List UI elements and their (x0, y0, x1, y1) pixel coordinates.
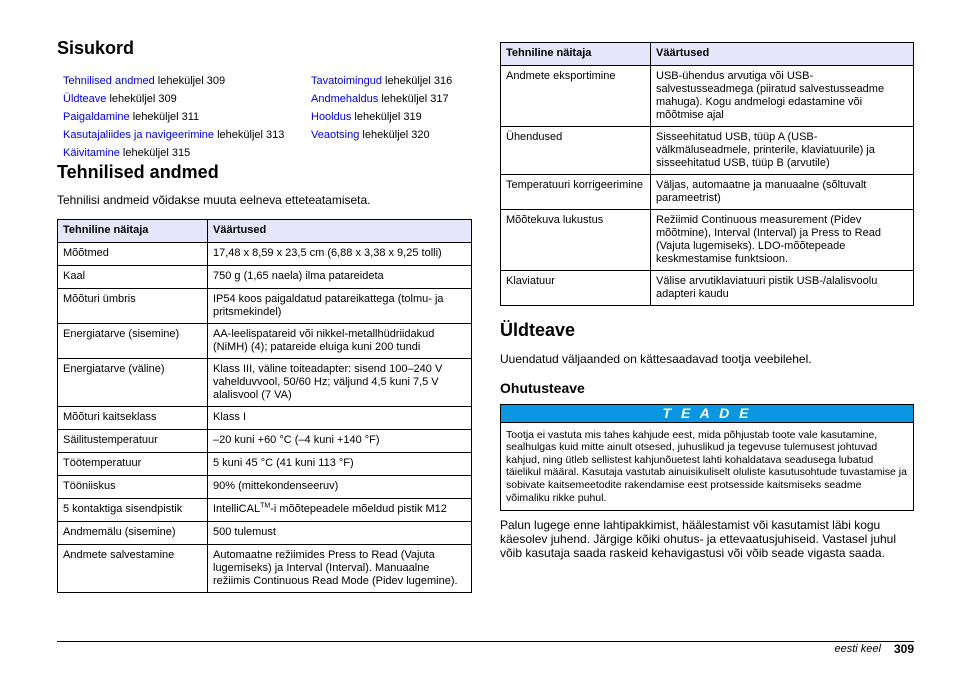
value-cell: 5 kuni 45 °C (41 kuni 113 °F) (208, 453, 472, 476)
spec-cell: Andmete salvestamine (58, 545, 208, 593)
table-row (58, 289, 472, 324)
toc-item (63, 126, 284, 144)
spec-cell: Mõõturi kaitseklass (58, 407, 208, 430)
spec-cell: 5 kontaktiga sisendpistik (58, 499, 208, 522)
table-row (501, 127, 914, 175)
toc-item (311, 90, 452, 108)
table-row (58, 324, 472, 359)
spec-cell: Andmemälu (sisemine) (58, 522, 208, 545)
table-row (58, 545, 472, 593)
spec-cell: Temperatuuri korrigeerimine (501, 175, 651, 210)
toc-link[interactable]: Andmehaldus (311, 92, 379, 105)
table-row (501, 271, 914, 306)
notice-box (500, 404, 914, 512)
safety-section-title: Ohutusteave (500, 379, 585, 396)
toc-page-ref: leheküljel 315 (119, 146, 191, 159)
table-row (58, 430, 472, 453)
value-cell: 750 g (1,65 naela) ilma patareideta (208, 266, 472, 289)
table-header-row (501, 43, 914, 66)
column-header-value: Väärtused (651, 43, 914, 66)
toc-page-ref: leheküljel 313 (214, 128, 285, 141)
trademark-mark: TM (260, 502, 271, 510)
spec-table-continued (500, 42, 914, 306)
toc-item (63, 144, 284, 162)
value-text: -i mõõtepeadele mõeldud pistik M12 (270, 503, 447, 516)
toc (57, 72, 472, 162)
column-header-spec: Tehniline näitaja (501, 43, 651, 66)
column-header-spec: Tehniline näitaja (58, 220, 208, 243)
toc-item (63, 90, 284, 108)
toc-page-ref: leheküljel 319 (351, 110, 422, 123)
toc-link[interactable]: Käivitamine (63, 146, 120, 159)
spec-cell: Klaviatuur (501, 271, 651, 306)
spec-cell: Kaal (58, 266, 208, 289)
toc-link[interactable]: Üldteave (63, 92, 107, 105)
value-cell: Automaatne režiimides Press to Read (Vajuta lugemiseks) ja Interval (Interval). Manuaalne režiimis Continuous Read Mode (Pidev lugemine). (208, 545, 472, 593)
toc-link[interactable]: Veaotsing (311, 128, 360, 141)
value-cell: –20 kuni +60 °C (–4 kuni +140 °F) (208, 430, 472, 453)
spec-table (57, 219, 472, 593)
footer-language: eesti keel (834, 643, 881, 655)
table-row (58, 266, 472, 289)
toc-link[interactable]: Kasutajaliides ja navigeerimine (63, 128, 215, 141)
table-row (58, 476, 472, 499)
table-row (58, 453, 472, 476)
toc-page-ref: leheküljel 309 (154, 74, 226, 87)
table-row (58, 407, 472, 430)
toc-page-ref: leheküljel 316 (381, 74, 453, 87)
value-cell: IP54 koos paigaldatud patareikattega (tolmu- ja pritsmekindel) (208, 289, 472, 324)
tech-section-title: Tehnilised andmed (57, 161, 219, 182)
toc-link[interactable]: Tavatoimingud (311, 74, 382, 87)
toc-item (311, 72, 452, 90)
general-section-title: Üldteave (500, 320, 576, 340)
toc-link[interactable]: Hooldus (311, 110, 352, 123)
spec-cell: Mõõturi ümbris (58, 289, 208, 324)
spec-cell: Mõõtmed (58, 243, 208, 266)
value-text: IntelliCAL (213, 503, 261, 516)
table-row (501, 66, 914, 127)
table-row (58, 359, 472, 407)
right-column (500, 42, 914, 572)
value-cell: AA-leelispatareid või nikkel-metallhüdriidakud (NiMH) (4); patareide eluiga kuni 200 tundi (208, 324, 472, 359)
value-cell: Klass I (208, 407, 472, 430)
spec-cell: Energiatarve (sisemine) (58, 324, 208, 359)
spec-cell: Tööniiskus (58, 476, 208, 499)
general-text: Uuendatud väljaanded on kättesaadavad tootja veebilehel. (500, 351, 812, 366)
value-cell (208, 499, 472, 522)
toc-item (63, 108, 284, 126)
toc-item (63, 72, 284, 90)
spec-cell: Töötemperatuur (58, 453, 208, 476)
table-row (501, 175, 914, 210)
toc-title: Sisukord (57, 38, 135, 58)
table-header-row (58, 220, 472, 243)
toc-page-ref: leheküljel 309 (106, 92, 177, 105)
toc-column-1 (63, 72, 284, 162)
toc-item (311, 126, 452, 144)
value-cell: Sisseehitatud USB, tüüp A (USB-välkmäluseadmele, printerile, klaviatuurile) ja sisseehitatud USB, tüüp B (arvutile) (651, 127, 914, 175)
value-cell: USB-ühendus arvutiga või USB-salvestusseadmega (piiratud salvestusseadme mahuga). Kogu andmelogi edastamine või mõõtmise ajal (651, 66, 914, 127)
footer-divider (57, 641, 914, 642)
spec-cell: Ühendused (501, 127, 651, 175)
spec-cell: Andmete eksportimine (501, 66, 651, 127)
page-number: 309 (893, 642, 914, 656)
value-cell: Väljas, automaatne ja manuaalne (sõltuvalt parameetrist) (651, 175, 914, 210)
left-column (57, 38, 472, 593)
tech-intro-text: Tehnilisi andmeid võidakse muuta eelneva etteteatamiseta. (57, 193, 371, 208)
value-cell: Välise arvutiklaviatuuri pistik USB-/alalisvoolu adapteri kaudu (651, 271, 914, 306)
value-cell: 90% (mittekondenseeruv) (208, 476, 472, 499)
column-header-value: Väärtused (208, 220, 472, 243)
toc-link[interactable]: Paigaldamine (63, 110, 130, 123)
value-cell: Klass III, väline toiteadapter: sisend 100–240 V vahelduvvool, 50/60 Hz; väljund 4,5 kuni 7,5 V alalisvool (7 VA) (208, 359, 472, 407)
spec-cell: Mõõtekuva lukustus (501, 210, 651, 271)
table-row (58, 499, 472, 522)
table-row (58, 522, 472, 545)
value-cell: 17,48 x 8,59 x 23,5 cm (6,88 x 3,38 x 9,25 tolli) (208, 243, 472, 266)
notice-text: Tootja ei vastuta mis tahes kahjude eest, mida põhjustab toote vale kasutamine, sealhulgas kuid mitte ainult otsesed, juhuslikud ja tegevuse tulemusest johtuvad kahjud, ning ütleb sellistest kahjunõuetest lahti kohaldatava seadusega lubatud täielikul määral. Kasutaja vastutab ainuisikuliselt oluliste kasutusohtude tuvastamise ja sobivate kaitsemeetodite rakendamise eest protsesside kaitsmiseks seadme võimaliku rikke puhul. (501, 422, 913, 511)
value-cell: Režiimid Continuous measurement (Pidev mõõtmine), Interval (Interval) ja Press to Read (Vajuta lugemiseks). LDO-mõõtepeade keskmestamise funktsioon. (651, 210, 914, 271)
toc-link[interactable]: Tehnilised andmed (63, 74, 155, 87)
spec-cell: Energiatarve (väline) (58, 359, 208, 407)
safety-text: Palun lugege enne lahtipakkimist, häälestamist või kasutamist läbi kogu käesolev juhend. Järgige kõiki ohutus- ja ettevaatusjuhiseid. Vastasel juhul võib kasutaja saada raskeid kehavigastusi või võib seade vigasta saada. (500, 518, 897, 561)
toc-item (311, 108, 452, 126)
notice-label: T E A D E (501, 405, 913, 422)
table-row (58, 243, 472, 266)
toc-page-ref: leheküljel 311 (129, 110, 200, 123)
spec-cell: Säilitustemperatuur (58, 430, 208, 453)
toc-column-2 (311, 72, 452, 144)
toc-page-ref: leheküljel 320 (359, 128, 430, 141)
toc-page-ref: leheküljel 317 (378, 92, 449, 105)
value-cell: 500 tulemust (208, 522, 472, 545)
table-row (501, 210, 914, 271)
